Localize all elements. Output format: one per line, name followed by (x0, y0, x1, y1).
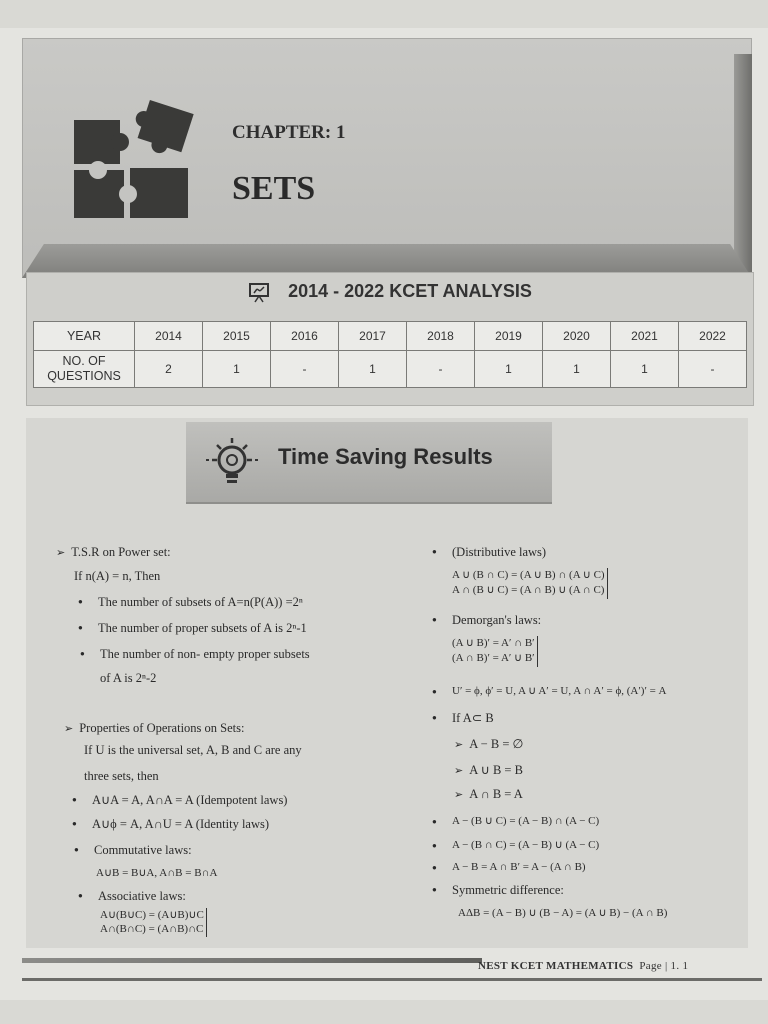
table-cell-count: 1 (203, 351, 271, 388)
kcet-analysis-box (26, 272, 754, 406)
properties-text: If U is the universal set, A, B and C are any (84, 743, 302, 757)
table-cell-year: 2016 (271, 322, 339, 351)
table-cell-year: 2019 (475, 322, 543, 351)
tsr-title: Time Saving Results (278, 444, 493, 469)
subset-heading: ● If A⊂ B (452, 710, 494, 727)
analysis-table (33, 321, 747, 388)
demorgan-law-1: (A ∪ B)′ = A′ ∩ B′ (452, 637, 535, 649)
tsr-left-column (56, 418, 406, 938)
table-cell-count: 1 (475, 351, 543, 388)
table-cell-year: 2022 (679, 322, 747, 351)
table-cell-count: - (407, 351, 475, 388)
power-set-item-cont: of A is 2ⁿ-2 (100, 671, 157, 685)
banner-edge (734, 54, 752, 274)
commutative-heading: ● Commutative laws: (94, 842, 192, 859)
power-set-heading: ➢ T.S.R on Power set: (56, 544, 171, 561)
table-cell-count: 1 (611, 351, 679, 388)
table-cell-year: 2014 (135, 322, 203, 351)
subset-result: ➢ A ∩ B = A (454, 786, 523, 803)
symmetric-difference-heading: ● Symmetric difference: (452, 882, 564, 899)
footer-rule (22, 958, 482, 963)
idempotent-law: ● A∪A = A, A∩A = A (Idempotent laws) (92, 792, 287, 809)
table-row-questions (34, 351, 747, 388)
time-saving-results-section (26, 418, 748, 948)
distributive-heading: ● (Distributive laws) (452, 544, 546, 561)
chapter-title: SETS (232, 170, 316, 207)
demorgan-heading: ● Demorgan's laws: (452, 612, 541, 629)
distributive-law (452, 568, 608, 599)
table-cell-year: 2021 (611, 322, 679, 351)
symmetric-difference-law: AΔB = (A − B) ∪ (B − A) = (A ∪ B) − (A ∩ B) (458, 907, 668, 919)
distributive-law-2: A ∩ (B ∪ C) = (A ∩ B) ∪ (A ∩ C) (452, 584, 605, 597)
associative-heading: ● Associative laws: (98, 888, 186, 905)
table-row-years (34, 322, 747, 351)
identity-law: ● A∪ϕ = A, A∩U = A (Identity laws) (92, 816, 269, 833)
associative-law (100, 908, 207, 937)
power-set-item: ● The number of proper subsets of A is 2ⁿ-1 (98, 620, 307, 637)
power-set-condition: If n(A) = n, Then (74, 569, 161, 583)
chapter-banner (22, 38, 752, 278)
table-cell-count: 2 (135, 351, 203, 388)
presentation-board-icon (248, 281, 270, 303)
page-number: Page | 1. 1 (639, 960, 689, 972)
table-cell-count: 1 (339, 351, 407, 388)
footer (478, 960, 688, 972)
associative-law-1: A∪(B∪C) = (A∪B)∪C (100, 909, 204, 921)
difference-law: ● A − B = A ∩ B′ = A − (A ∩ B) (452, 860, 586, 875)
associative-law-2: A∩(B∩C) = (A∩B)∩C (100, 923, 204, 936)
puzzle-icon (70, 98, 200, 223)
analysis-heading (27, 281, 753, 303)
complement-laws: ● U′ = ϕ, ϕ′ = U, A ∪ A′ = U, A ∩ A′ = ϕ, (A′)′ = A (452, 684, 667, 699)
table-cell-count: 1 (543, 351, 611, 388)
table-cell-count: - (679, 351, 747, 388)
tsr-right-column (452, 418, 748, 938)
subset-result: ➢ A ∪ B = B (454, 762, 523, 779)
table-header-questions: NO. OF QUESTIONS (34, 351, 135, 388)
footer-bottom-rule (22, 978, 762, 981)
power-set-item: ● The number of non- empty proper subsets (100, 646, 310, 663)
table-cell-count: - (271, 351, 339, 388)
difference-law: ● A − (B ∩ C) = (A − B) ∪ (A − C) (452, 838, 599, 853)
table-header-year: YEAR (34, 322, 135, 351)
demorgan-law (452, 636, 538, 667)
table-cell-year: 2015 (203, 322, 271, 351)
table-cell-year: 2018 (407, 322, 475, 351)
commutative-law: A∪B = B∪A, A∩B = B∩A (96, 867, 218, 879)
properties-text: three sets, then (84, 769, 159, 783)
subset-result: ➢ A − B = ∅ (454, 736, 523, 753)
demorgan-law-2: (A ∩ B)′ = A′ ∪ B′ (452, 652, 535, 665)
power-set-item: ● The number of subsets of A=n(P(A)) =2ⁿ (98, 594, 303, 611)
chapter-label: CHAPTER: 1 (232, 122, 346, 143)
footer-title: NEST KCET MATHEMATICS (478, 960, 634, 972)
difference-law: ● A − (B ∪ C) = (A − B) ∩ (A − C) (452, 814, 599, 829)
table-cell-year: 2020 (543, 322, 611, 351)
distributive-law-1: A ∪ (B ∩ C) = (A ∪ B) ∩ (A ∪ C) (452, 569, 605, 581)
analysis-title: 2014 - 2022 KCET ANALYSIS (288, 281, 532, 301)
properties-heading: ➢ Properties of Operations on Sets: (64, 720, 244, 737)
table-cell-year: 2017 (339, 322, 407, 351)
